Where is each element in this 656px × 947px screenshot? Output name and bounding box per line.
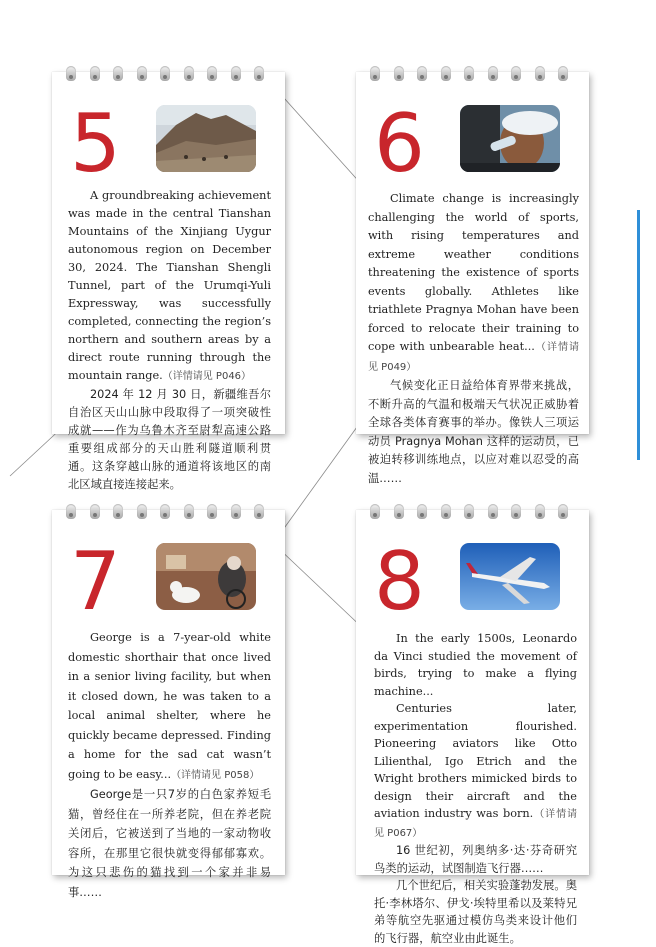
spiral-rings (370, 66, 568, 81)
english-paragraph: Climate change is increasingly challenging the world of sports, with rising temperatures and extreme weather conditions threatening the existence of sports events globally. Athletes like triathlete Pragnya Mohan have been forced to relocate their training to cope with unbearable heat...（详情请见 P049） (368, 192, 580, 373)
card-text (68, 187, 271, 494)
mountain-photo (156, 105, 256, 172)
spiral-rings (370, 504, 568, 519)
card-photo (460, 543, 560, 610)
accent-bar (637, 210, 640, 460)
card-photo (156, 105, 256, 172)
connector-line (272, 420, 362, 545)
cat-photo (156, 543, 256, 610)
page-reference: （详情请见 P049） (368, 342, 580, 373)
card-photo (460, 105, 560, 172)
spiral-rings (66, 504, 264, 519)
card-photo (156, 543, 256, 610)
chinese-paragraph: 气候变化正日益给体育界带来挑战，不断升高的气温和极端天气状况正威胁着全球各类体育赛事的举办。像铁人三项运动员 Pragnya Mohan 这样的运动员，已被迫转移训练地点，以应对难以忍受的高温…… (368, 379, 579, 485)
card-text (368, 190, 579, 488)
spiral-rings (66, 66, 264, 81)
page-reference: （详情请见 P067） (374, 809, 577, 839)
page-reference: （详情请见 P046） (162, 371, 252, 382)
chinese-paragraph: 几个世纪后，相关实验蓬勃发展。奥托·李林塔尔、伊戈·埃特里希以及莱特兄弟等航空先驱通过模仿鸟类来设计他们的飞行器，航空业由此诞生。 (374, 879, 577, 945)
note-card-5 (52, 72, 285, 491)
airplane-photo (460, 543, 560, 610)
chinese-paragraph: 16 世纪初，列奥纳多·达·芬奇研究鸟类的运动，试图制造飞行器…… (374, 844, 577, 875)
card-number: 5 (70, 97, 121, 190)
chinese-paragraph: George是一只7岁的白色家养短毛猫，曾经住在一所养老院，但在养老院关闭后，它被送到了当地的一家动物收容所，在那里它很快就变得郁郁寡欢。为这只悲伤的猫找到一个家并非易事…… (68, 788, 271, 899)
english-paragraph: Centuries later, experimentation flourished. Pioneering aviators like Otto Lilienthal, Igo Etrich and the Wright brothers mimicked birds to design their aircraft and the aviation industry was born.（详情请见 P067） (374, 702, 577, 839)
page-reference: （详情请见 P058） (171, 769, 260, 781)
card-text (68, 628, 271, 902)
connector-line (275, 545, 368, 633)
card-text (374, 630, 577, 947)
card-number: 8 (374, 535, 425, 628)
card-number: 6 (374, 97, 425, 190)
chinese-paragraph: 2024 年 12 月 30 日，新疆维吾尔自治区天山山脉中段取得了一项突破性成就——作为乌鲁木齐至尉犁高速公路重要组成部分的天山胜利隧道顺利贯通。这条穿越山脉的通道将该地区的南北区域直接连接起来。 (68, 388, 271, 491)
note-card-6 (356, 72, 589, 485)
english-paragraph: A groundbreaking achievement was made in the central Tianshan Mountains of the Xinjiang Uygur autonomous region on December 30, 2024. The Tianshan Shengli Tunnel, part of the Urumqi-Yuli Expressway, was successfully completed, connecting the region’s northern and southern areas by a direct route running through the mountain range.（详情请见 P046） (68, 189, 271, 382)
english-paragraph: George is a 7-year-old white domestic shorthair that once lived in a senior living facility, but when it closed down, he was taken to a local animal shelter, where he quickly became depressed. Finding a home for the sad cat wasn’t going to be easy...（详情请见 P058） (68, 631, 271, 781)
note-card-7 (52, 510, 285, 899)
note-card-8 (356, 510, 589, 945)
card-number: 7 (70, 535, 121, 628)
english-paragraph: In the early 1500s, Leonardo da Vinci studied the movement of birds, trying to make a flying machine... (374, 632, 577, 698)
athlete-photo (460, 105, 560, 172)
